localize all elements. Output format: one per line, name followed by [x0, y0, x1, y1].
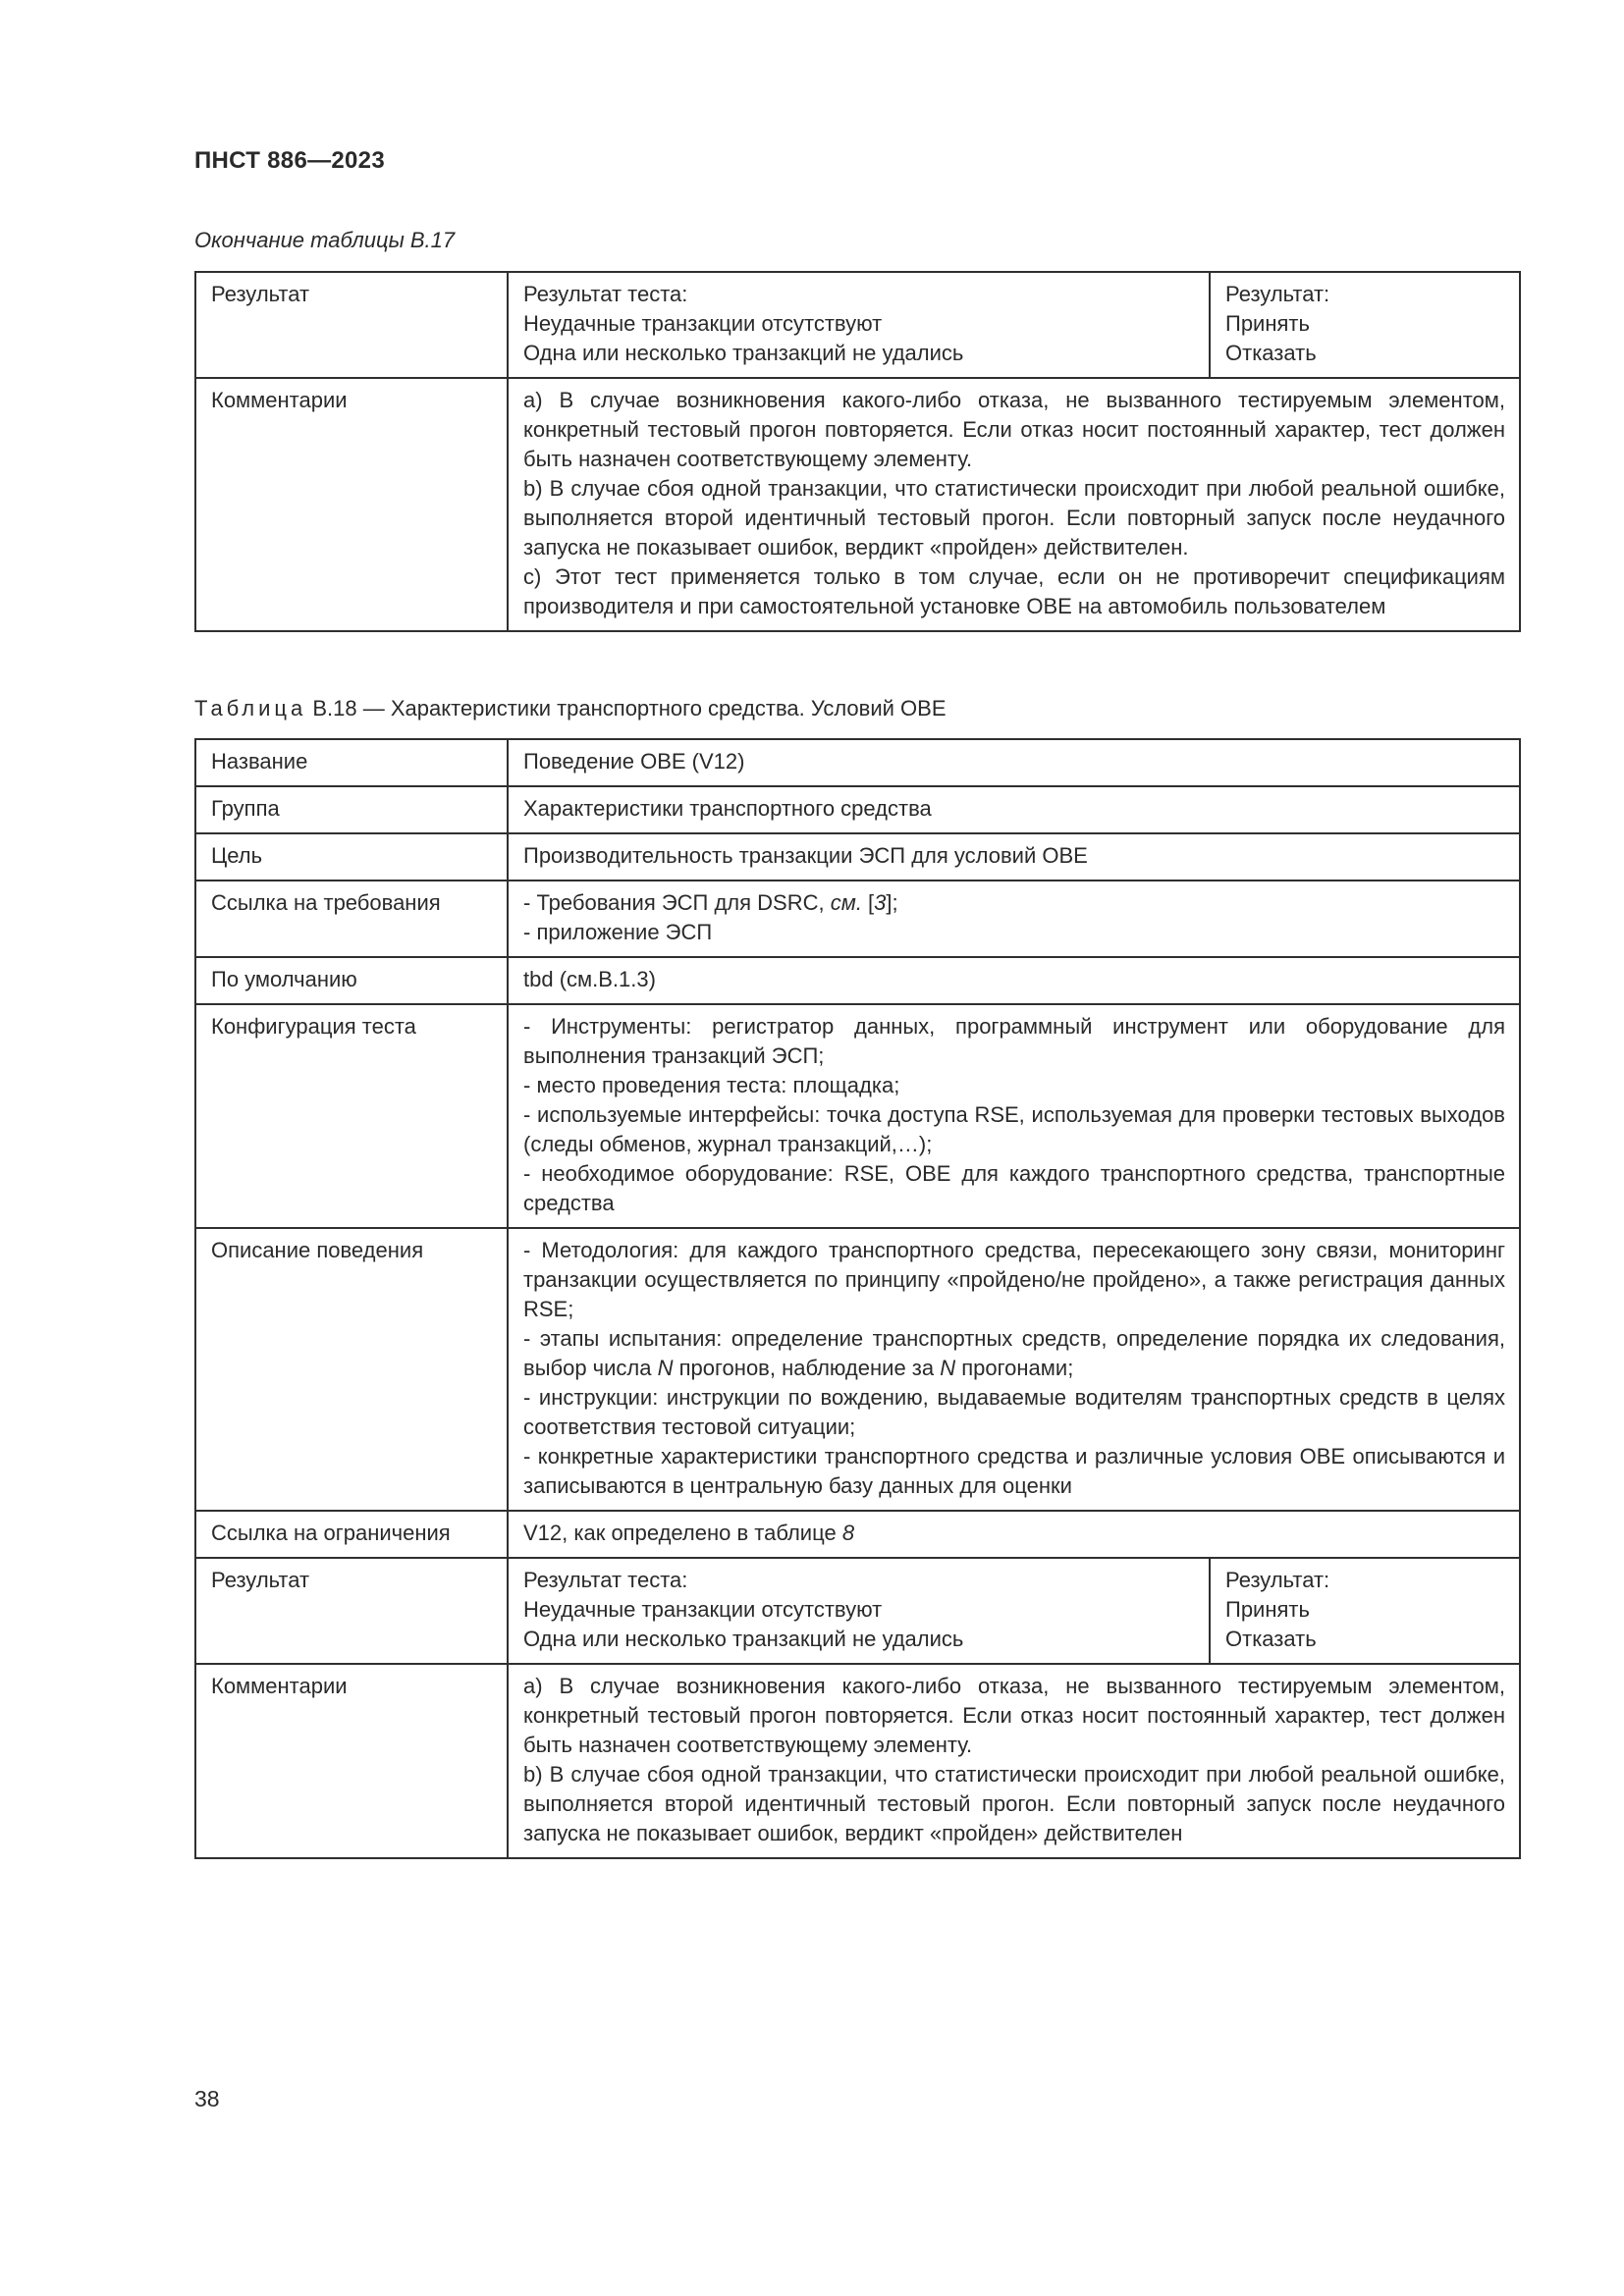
- comments-cell: [508, 378, 1520, 631]
- table-row: [195, 739, 1520, 786]
- table-caption-title: В.18 — Характеристики транспортного средства. Условий OBE: [306, 696, 947, 721]
- bracket-close: ];: [886, 890, 898, 915]
- row-value-name: Поведение OBE (V12): [508, 739, 1520, 786]
- comment-item-a: а) В случае возникновения какого-либо отказа, не вызванного тестируемым элементом, конкретный тестовый прогон повторяется. Если отказ носит постоянный характер, тест должен быть назначен соответствующему элементу.: [523, 388, 1505, 471]
- comment-item-b: b) В случае сбоя одной транзакции, что статистически происходит при любой реальной ошибке, выполняется второй идентичный тестовый прогон. Если повторный запуск после неудачного запуска не показывает ошибок, вердикт «пройден» действителен: [523, 1762, 1505, 1845]
- row-value-limits: [508, 1511, 1520, 1558]
- row-label-default: По умолчанию: [195, 957, 508, 1004]
- comment-item-a: а) В случае возникновения какого-либо отказа, не вызванного тестируемым элементом, конкретный тестовый прогон повторяется. Если отказ носит постоянный характер, тест должен быть назначен соответствующему элементу.: [523, 1674, 1505, 1757]
- config-item: - место проведения теста: площадка;: [523, 1073, 900, 1097]
- table-row: [195, 833, 1520, 881]
- comment-item-c: с) Этот тест применяется только в том случае, если он не противоречит спецификациям производителя и при самостоятельной установке OBE на автомобиль пользователем: [523, 564, 1505, 618]
- row-label-config: Конфигурация теста: [195, 1004, 508, 1228]
- config-item: - необходимое оборудование: RSE, OBE для каждого транспортного средства, транспортные средства: [523, 1161, 1505, 1215]
- table-b18: [194, 738, 1521, 1859]
- row-label-requirements: Ссылка на требования: [195, 881, 508, 957]
- row-label-comments: Комментарии: [195, 1664, 508, 1858]
- requirements-text: - Требования ЭСП для DSRC,: [523, 890, 831, 915]
- result-verdict-line: Принять: [1225, 1597, 1310, 1622]
- result-test-line: Результат теста:: [523, 1568, 688, 1592]
- result-test-line: Одна или несколько транзакций не удались: [523, 341, 964, 365]
- row-label-result: Результат: [195, 272, 508, 378]
- requirements-line-1: [523, 888, 1505, 918]
- reference-number: 3: [874, 890, 887, 915]
- result-verdict-cell: [1210, 272, 1520, 378]
- table-row: [195, 786, 1520, 833]
- table-row: [195, 1664, 1520, 1858]
- variable-n: N: [940, 1356, 956, 1380]
- result-verdict-line: Отказать: [1225, 341, 1317, 365]
- behavior-item-4: - конкретные характеристики транспортного средства и различные условия OBE описываются и записываются в центральную базу данных для оценки: [523, 1444, 1505, 1498]
- behavior-item-3: - инструкции: инструкции по вождению, выдаваемые водителям транспортных средств в целях соответствия тестовой ситуации;: [523, 1385, 1505, 1439]
- row-value-default: tbd (см.В.1.3): [508, 957, 1520, 1004]
- result-test-cell: [508, 1558, 1210, 1664]
- table-row: [195, 272, 1520, 378]
- table-b17-end: [194, 271, 1521, 632]
- row-label-result: Результат: [195, 1558, 508, 1664]
- table-continuation-caption: Окончание таблицы В.17: [194, 228, 456, 252]
- table-row: [195, 1004, 1520, 1228]
- requirements-line-2: - приложение ЭСП: [523, 920, 713, 944]
- behavior-text: прогонами;: [955, 1356, 1074, 1380]
- row-label-limits: Ссылка на ограничения: [195, 1511, 508, 1558]
- result-test-line: Одна или несколько транзакций не удались: [523, 1627, 964, 1651]
- see-abbrev: см.: [830, 890, 862, 915]
- config-item: - Инструменты: регистратор данных, программный инструмент или оборудование для выполнения транзакций ЭСП;: [523, 1014, 1505, 1068]
- row-value-group: Характеристики транспортного средства: [508, 786, 1520, 833]
- result-verdict-line: Результат:: [1225, 1568, 1330, 1592]
- result-test-cell: [508, 272, 1210, 378]
- table-caption-prefix: Таблица: [194, 696, 307, 721]
- row-label-name: Название: [195, 739, 508, 786]
- result-verdict-cell: [1210, 1558, 1520, 1664]
- row-label-behavior: Описание поведения: [195, 1228, 508, 1511]
- behavior-text: прогонов, наблюдение за: [673, 1356, 941, 1380]
- table-row: [195, 1558, 1520, 1664]
- table-row: [195, 881, 1520, 957]
- table-row: [195, 378, 1520, 631]
- table-row: [195, 957, 1520, 1004]
- table-reference: 8: [841, 1521, 855, 1545]
- row-value-config: [508, 1004, 1520, 1228]
- row-label-comments: Комментарии: [195, 378, 508, 631]
- table-b18-caption: [194, 696, 947, 721]
- result-test-line: Неудачные транзакции отсутствуют: [523, 1597, 883, 1622]
- result-verdict-line: Результат:: [1225, 282, 1330, 306]
- behavior-item-1: - Методология: для каждого транспортного средства, пересекающего зону связи, мониторинг транзакции осуществляется по принципу «пройдено/не пройдено», а также регистрация данных RSE;: [523, 1238, 1505, 1321]
- row-value-goal: Производительность транзакции ЭСП для условий OBE: [508, 833, 1520, 881]
- config-item: - используемые интерфейсы: точка доступа RSE, используемая для проверки тестовых выходов (следы обменов, журнал транзакций,…);: [523, 1102, 1505, 1156]
- behavior-item-2: [523, 1324, 1505, 1383]
- table-row: [195, 1228, 1520, 1511]
- result-test-line: Результат теста:: [523, 282, 688, 306]
- behavior-text: - этапы испытания: определение транспортных средств, определение порядка их следования, выбор числа: [523, 1326, 1505, 1380]
- table-row: [195, 1511, 1520, 1558]
- comments-cell: [508, 1664, 1520, 1858]
- result-verdict-line: Отказать: [1225, 1627, 1317, 1651]
- row-value-requirements: [508, 881, 1520, 957]
- result-verdict-line: Принять: [1225, 311, 1310, 336]
- row-label-goal: Цель: [195, 833, 508, 881]
- document-code: ПНСТ 886—2023: [194, 147, 385, 174]
- comment-item-b: b) В случае сбоя одной транзакции, что статистически происходит при любой реальной ошибке, выполняется второй идентичный тестовый прогон. Если повторный запуск после неудачного запуска не показывает ошибок, вердикт «пройден» действителен.: [523, 476, 1505, 560]
- variable-n: N: [657, 1356, 674, 1380]
- limits-text: V12, как определено в таблице: [523, 1521, 842, 1545]
- page-number: 38: [194, 2086, 220, 2111]
- result-test-line: Неудачные транзакции отсутствуют: [523, 311, 883, 336]
- row-label-group: Группа: [195, 786, 508, 833]
- bracket-open: [: [861, 890, 875, 915]
- row-value-behavior: [508, 1228, 1520, 1511]
